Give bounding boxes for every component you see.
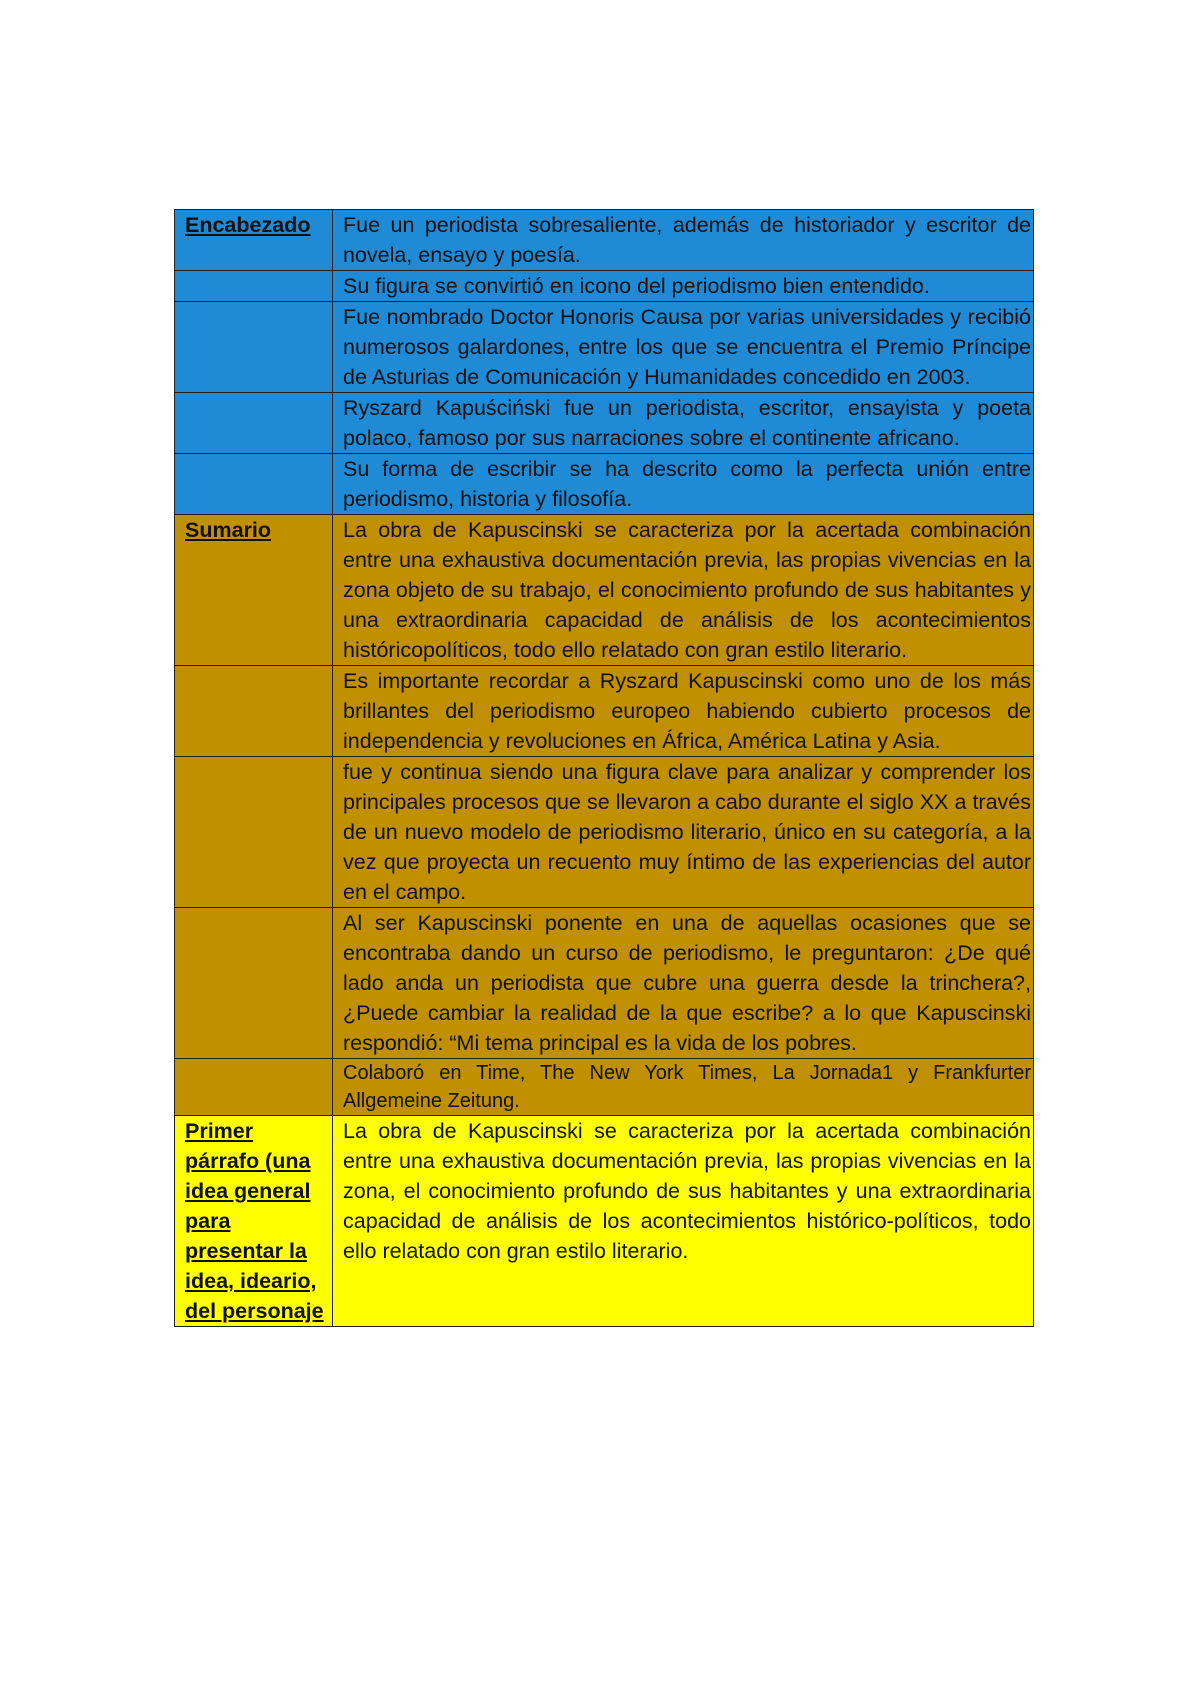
empty-label-cell xyxy=(175,454,333,515)
table-row xyxy=(175,210,1034,271)
empty-label-cell xyxy=(175,1059,333,1116)
table-cell: Fue nombrado Doctor Honoris Causa por varias universidades y recibió numerosos galardones, entre los que se encuentra el Premio Príncipe de Asturias de Comunicación y Humanidades concedido en 2003. xyxy=(333,302,1034,393)
content-table xyxy=(174,209,1034,1327)
table-cell: fue y continua siendo una figura clave para analizar y comprender los principales procesos que se llevaron a cabo durante el siglo XX a través de un nuevo modelo de periodismo literario, único en su categoría, a la vez que proyecta un recuento muy íntimo de las experiencias del autor en el campo. xyxy=(333,757,1034,908)
table-row xyxy=(175,1116,1034,1327)
table-row xyxy=(175,908,1034,1059)
table-row xyxy=(175,454,1034,515)
section-label-sumario: Sumario xyxy=(175,515,333,666)
table-cell: Colaboró en Time, The New York Times, La Jornada1 y Frankfurter Allgemeine Zeitung. xyxy=(333,1059,1034,1116)
empty-label-cell xyxy=(175,908,333,1059)
table-cell: Ryszard Kapuściński fue un periodista, escritor, ensayista y poeta polaco, famoso por sus narraciones sobre el continente africano. xyxy=(333,393,1034,454)
table-cell: La obra de Kapuscinski se caracteriza por la acertada combinación entre una exhaustiva documentación previa, las propias vivencias en la zona objeto de su trabajo, el conocimiento profundo de sus habitantes y una extraordinaria capacidad de análisis de los acontecimientos históricopolíticos, todo ello relatado con gran estilo literario. xyxy=(333,515,1034,666)
empty-label-cell xyxy=(175,393,333,454)
table-cell: La obra de Kapuscinski se caracteriza por la acertada combinación entre una exhaustiva documentación previa, las propias vivencias en la zona, el conocimiento profundo de sus habitantes y una extraordinaria capacidad de análisis de los acontecimientos histórico-políticos, todo ello relatado con gran estilo literario. xyxy=(333,1116,1034,1327)
table-row xyxy=(175,757,1034,908)
table-row xyxy=(175,302,1034,393)
table-row xyxy=(175,515,1034,666)
table-row xyxy=(175,393,1034,454)
section-label-encabezado: Encabezado xyxy=(175,210,333,271)
table-row xyxy=(175,1059,1034,1116)
empty-label-cell xyxy=(175,757,333,908)
empty-label-cell xyxy=(175,302,333,393)
empty-label-cell xyxy=(175,666,333,757)
section-label-primer-parrafo: Primer párrafo (una idea general para presentar la idea, ideario, del personaje xyxy=(175,1116,333,1327)
table-cell: Su forma de escribir se ha descrito como la perfecta unión entre periodismo, historia y filosofía. xyxy=(333,454,1034,515)
table-cell: Es importante recordar a Ryszard Kapuscinski como uno de los más brillantes del periodismo europeo habiendo cubierto procesos de independencia y revoluciones en África, América Latina y Asia. xyxy=(333,666,1034,757)
empty-label-cell xyxy=(175,271,333,302)
table-row xyxy=(175,271,1034,302)
table-cell: Su figura se convirtió en icono del periodismo bien entendido. xyxy=(333,271,1034,302)
table-cell: Fue un periodista sobresaliente, además de historiador y escritor de novela, ensayo y poesía. xyxy=(333,210,1034,271)
table-row xyxy=(175,666,1034,757)
table-cell: Al ser Kapuscinski ponente en una de aquellas ocasiones que se encontraba dando un curso de periodismo, le preguntaron: ¿De qué lado anda un periodista que cubre una guerra desde la trinchera?, ¿Puede cambiar la realidad de la que escribe? a lo que Kapuscinski respondió: “Mi tema principal es la vida de los pobres. xyxy=(333,908,1034,1059)
